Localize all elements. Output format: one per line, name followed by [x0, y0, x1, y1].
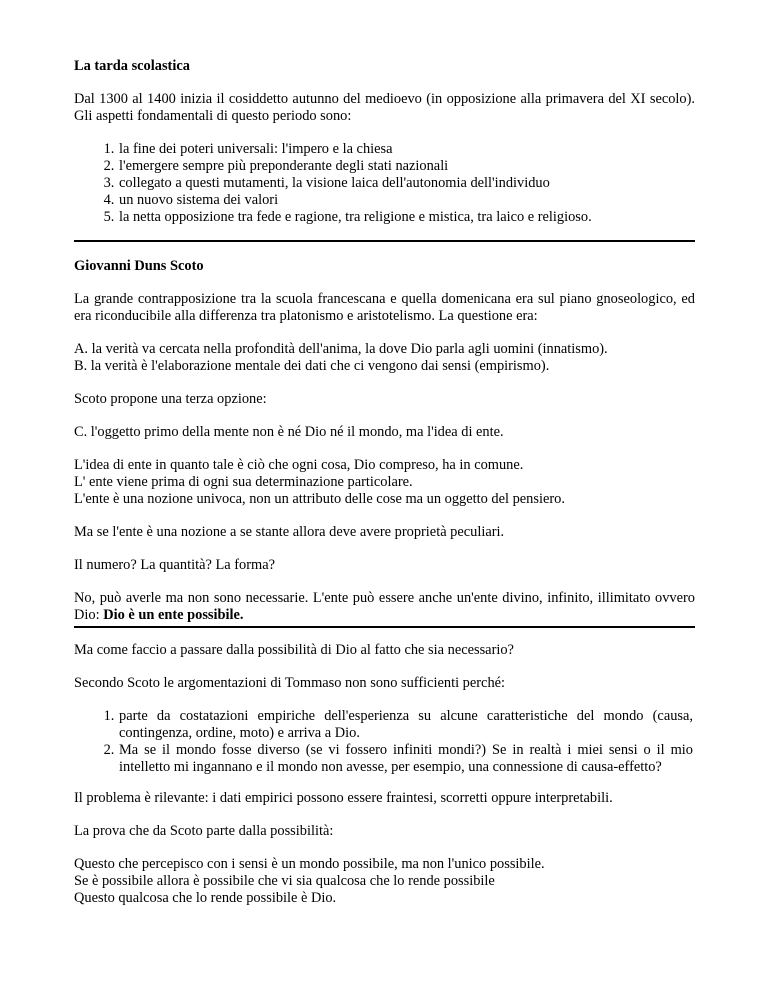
list-item: 4. un nuovo sistema dei valori [118, 192, 695, 209]
divider [74, 240, 695, 242]
ente-line: L'ente è una nozione univoca, non un attributo delle cose ma un oggetto del pensiero. [74, 491, 565, 507]
ente-line: L' ente viene prima di ogni sua determinazione particolare. [74, 474, 413, 490]
paragraph: Il problema è rilevante: i dati empirici possono essere fraintesi, scorretti oppure interpretabili. [74, 790, 613, 806]
proof-lines [74, 856, 695, 907]
document-page [74, 58, 695, 923]
divider [74, 626, 695, 628]
option-c: C. l'oggetto primo della mente non è né Dio né il mondo, ma l'idea di ente. [74, 424, 504, 440]
ente-lines [74, 457, 695, 508]
list-item: 1. la fine dei poteri universali: l'impero e la chiesa [118, 141, 695, 158]
paragraph: Il numero? La quantità? La forma? [74, 557, 275, 573]
list-item: 1. parte da costatazioni empiriche dell'esperienza su alcune caratteristiche del mondo (causa, contingenza, ordine, moto) e arriva a Dio. [118, 708, 695, 742]
arguments-list [74, 708, 695, 776]
option-b: B. la verità è l'elaborazione mentale dei dati che ci vengono dai sensi (empirismo). [74, 358, 550, 374]
paragraph: La prova che da Scoto parte dalla possibilità: [74, 823, 334, 839]
options-ab [74, 341, 695, 375]
paragraph: Secondo Scoto le argomentazioni di Tommaso non sono sufficienti perché: [74, 675, 506, 691]
list-item: 5. la netta opposizione tra fede e ragione, tra religione e mistica, tra laico e religioso. [118, 209, 695, 226]
list-item: 2. l'emergere sempre più preponderante degli stati nazionali [118, 158, 695, 175]
section-title-duns-scoto: Giovanni Duns Scoto [74, 258, 204, 274]
ente-line: L'idea di ente in quanto tale è ciò che ogni cosa, Dio compreso, ha in comune. [74, 457, 524, 473]
aspects-list [74, 141, 695, 226]
paragraph-text: No, può averle ma non sono necessarie. L'ente può essere anche un'ente divino, infinito, illimitato ovvero Dio: [74, 590, 695, 623]
paragraph [74, 590, 695, 624]
option-a: A. la verità va cercata nella profondità dell'anima, la dove Dio parla agli uomini (innatismo). [74, 341, 608, 357]
question-paragraph: Ma come faccio a passare dalla possibilità di Dio al fatto che sia necessario? [74, 642, 514, 658]
list-item: 2. Ma se il mondo fosse diverso (se vi fossero infiniti mondi?) Se in realtà i miei sensi o il mio intelletto mi ingannano e il mondo non avesse, per esempio, una connessione di causa-effetto? [118, 742, 695, 776]
paragraph: Ma se l'ente è una nozione a se stante allora deve avere proprietà peculiari. [74, 524, 505, 540]
paragraph: La grande contrapposizione tra la scuola francescana e quella domenicana era sul piano gnoseologico, ed era riconducibile alla differenza tra platonismo e aristotelismo. La questione era: [74, 291, 695, 324]
proof-line: Se è possibile allora è possibile che vi sia qualcosa che lo rende possibile [74, 873, 495, 889]
proof-line: Questo che percepisco con i sensi è un mondo possibile, ma non l'unico possibile. [74, 856, 545, 872]
section-title-tarda-scolastica: La tarda scolastica [74, 58, 190, 74]
list-item: 3. collegato a questi mutamenti, la visione laica dell'autonomia dell'individuo [118, 175, 695, 192]
bold-conclusion: Dio è un ente possibile. [103, 607, 244, 623]
proof-line: Questo qualcosa che lo rende possibile è Dio. [74, 890, 337, 906]
paragraph: Scoto propone una terza opzione: [74, 391, 267, 407]
intro-paragraph: Dal 1300 al 1400 inizia il cosiddetto autunno del medioevo (in opposizione alla primavera del XI secolo). Gli aspetti fondamentali di questo periodo sono: [74, 91, 695, 124]
